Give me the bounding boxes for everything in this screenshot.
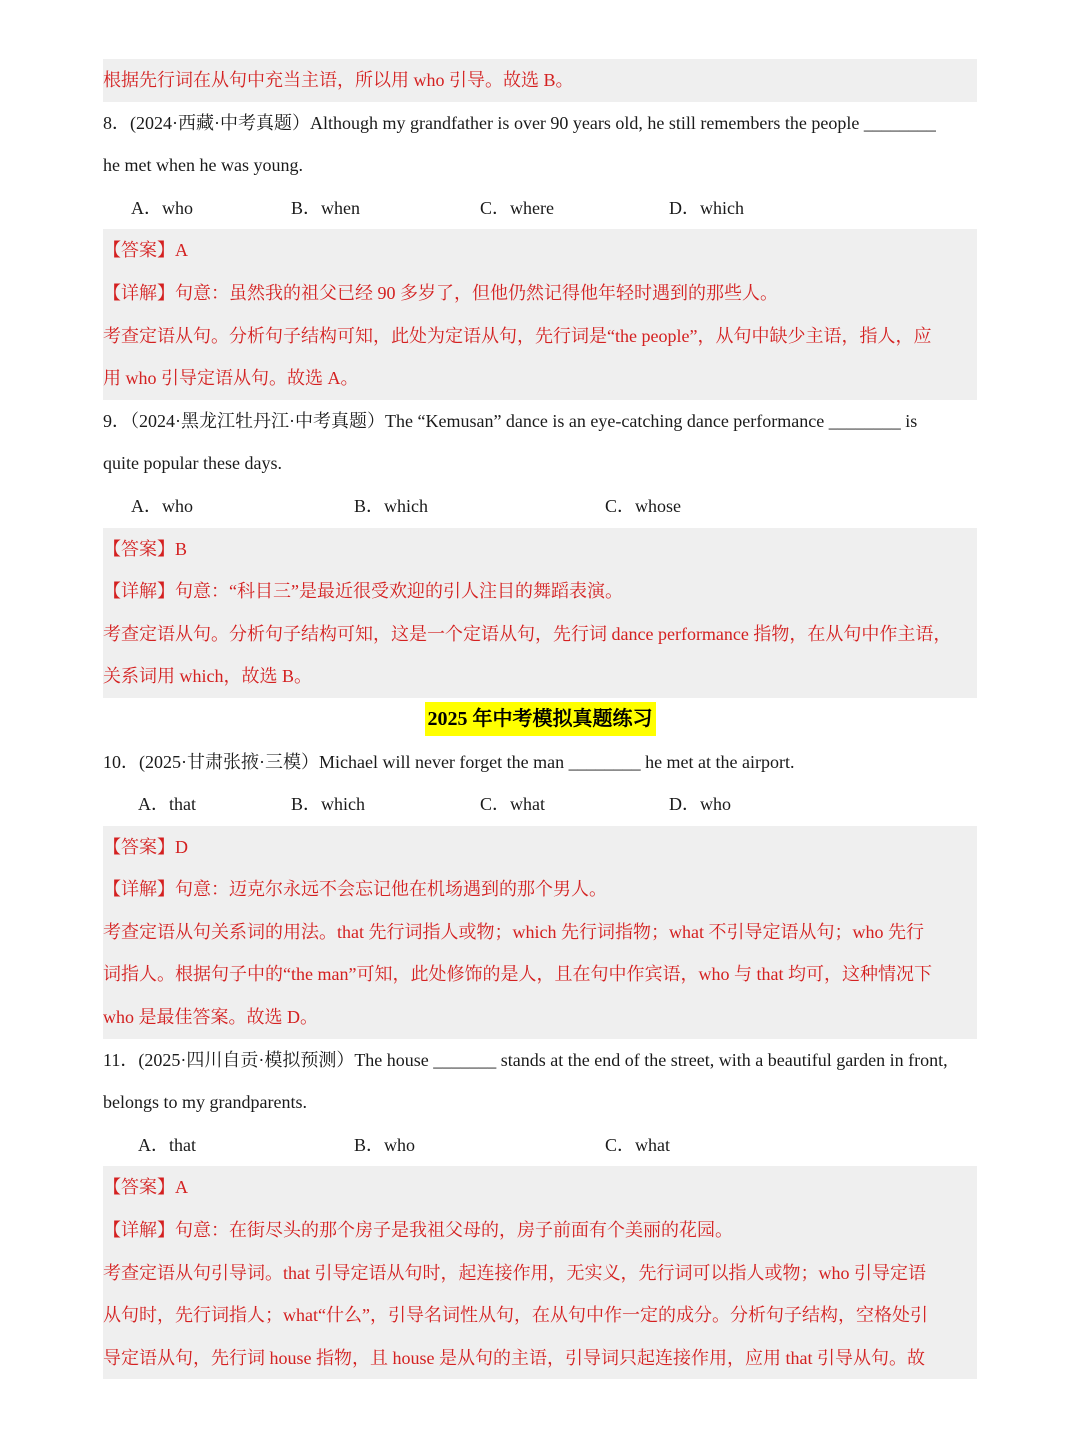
- q8-option-a: A．who: [131, 197, 193, 218]
- question-8-stem-line2: he met when he was young.: [103, 155, 303, 176]
- q11-option-a: A．that: [138, 1134, 196, 1155]
- question-11-answer-block: [103, 1166, 977, 1379]
- q10-option-b: B．which: [291, 794, 365, 815]
- q11-answer: 【答案】A: [103, 1177, 188, 1198]
- question-9-answer-block: [103, 528, 977, 698]
- question-10-answer-block: [103, 826, 977, 1039]
- question-10-stem: 10．(2025·甘肃张掖·三模）Michael will never forget the man ________ he met at the airport.: [103, 751, 795, 772]
- q8-option-d: D．which: [669, 197, 744, 218]
- q10-analysis-1: 考查定语从句关系词的用法。that 先行词指人或物；which 先行词指物；what 不引导定语从句；who 先行: [103, 921, 924, 942]
- section-heading: 2025 年中考模拟真题练习: [425, 702, 656, 736]
- q9-analysis-2: 关系词用 which，故选 B。: [103, 666, 312, 687]
- q9-option-c: C．whose: [605, 495, 681, 516]
- q9-option-a: A．who: [131, 495, 193, 516]
- q8-detail: 【详解】句意：虽然我的祖父已经 90 多岁了，但他仍然记得他年轻时遇到的那些人。: [103, 282, 778, 303]
- question-8-options: [103, 187, 977, 230]
- q11-analysis-3: 导定语从句，先行词 house 指物，且 house 是从句的主语，引导词只起连接作用，应用 that 引导从句。故: [103, 1347, 925, 1368]
- q10-analysis-3: who 是最佳答案。故选 D。: [103, 1007, 318, 1028]
- q11-analysis-1: 考查定语从句引导词。that 引导定语从句时，起连接作用，无实义，先行词可以指人或物；who 引导定语: [103, 1262, 926, 1283]
- q11-option-b: B．who: [354, 1134, 416, 1155]
- question-9-stem-line1: 9．（2024·黑龙江牡丹江·中考真题）The “Kemusan” dance is an eye-catching dance performance ________ is: [103, 410, 918, 431]
- q9-option-b: B．which: [354, 495, 428, 516]
- question-11-options: [103, 1124, 977, 1167]
- question-8-stem-line1: 8．(2024·西藏·中考真题）Although my grandfather is over 90 years old, he still remembers the people ________: [103, 112, 936, 133]
- q9-answer: 【答案】B: [103, 538, 188, 559]
- q8-analysis-1: 考查定语从句。分析句子结构可知，此处为定语从句，先行词是“the people”，从句中缺少主语，指人，应: [103, 325, 932, 346]
- document-page: [103, 59, 977, 1379]
- q11-detail: 【详解】句意：在街尽头的那个房子是我祖父母的，房子前面有个美丽的花园。: [103, 1220, 733, 1241]
- question-9-stem-line2: quite popular these days.: [103, 453, 282, 474]
- q11-analysis-2: 从句时，先行词指人；what“什么”，引导名词性从句，在从句中作一定的成分。分析句子结构，空格处引: [103, 1305, 928, 1326]
- question-11-stem-line2: belongs to my grandparents.: [103, 1092, 307, 1113]
- question-10-options: [103, 783, 977, 826]
- q8-option-b: B．when: [291, 197, 360, 218]
- q11-option-c: C．what: [605, 1134, 670, 1155]
- question-11-stem-line1: 11．(2025·四川自贡·模拟预测）The house _______ stands at the end of the street, with a beautiful garden in front,: [103, 1049, 948, 1070]
- prev-explanation: 根据先行词在从句中充当主语，所以用 who 引导。故选 B。: [103, 59, 977, 102]
- q9-analysis-1: 考查定语从句。分析句子结构可知，这是一个定语从句，先行词 dance performance 指物，在从句中作主语，: [103, 623, 952, 644]
- question-9-options: [103, 485, 977, 528]
- q10-option-a: A．that: [138, 794, 196, 815]
- q10-answer: 【答案】D: [103, 836, 188, 857]
- q8-option-c: C．where: [480, 197, 554, 218]
- question-8-answer-block: [103, 229, 977, 399]
- q10-option-c: C．what: [480, 794, 545, 815]
- section-heading-row: [103, 698, 977, 741]
- q8-analysis-2: 用 who 引导定语从句。故选 A。: [103, 368, 359, 389]
- q10-option-d: D．who: [669, 794, 731, 815]
- q10-analysis-2: 词指人。根据句子中的“the man”可知，此处修饰的是人，且在句中作宾语，who 与 that 均可，这种情况下: [103, 964, 932, 985]
- q10-detail: 【详解】句意：迈克尔永远不会忘记他在机场遇到的那个男人。: [103, 879, 607, 900]
- q9-detail: 【详解】句意：“科目三”是最近很受欢迎的引人注目的舞蹈表演。: [103, 581, 623, 602]
- q8-answer: 【答案】A: [103, 240, 188, 261]
